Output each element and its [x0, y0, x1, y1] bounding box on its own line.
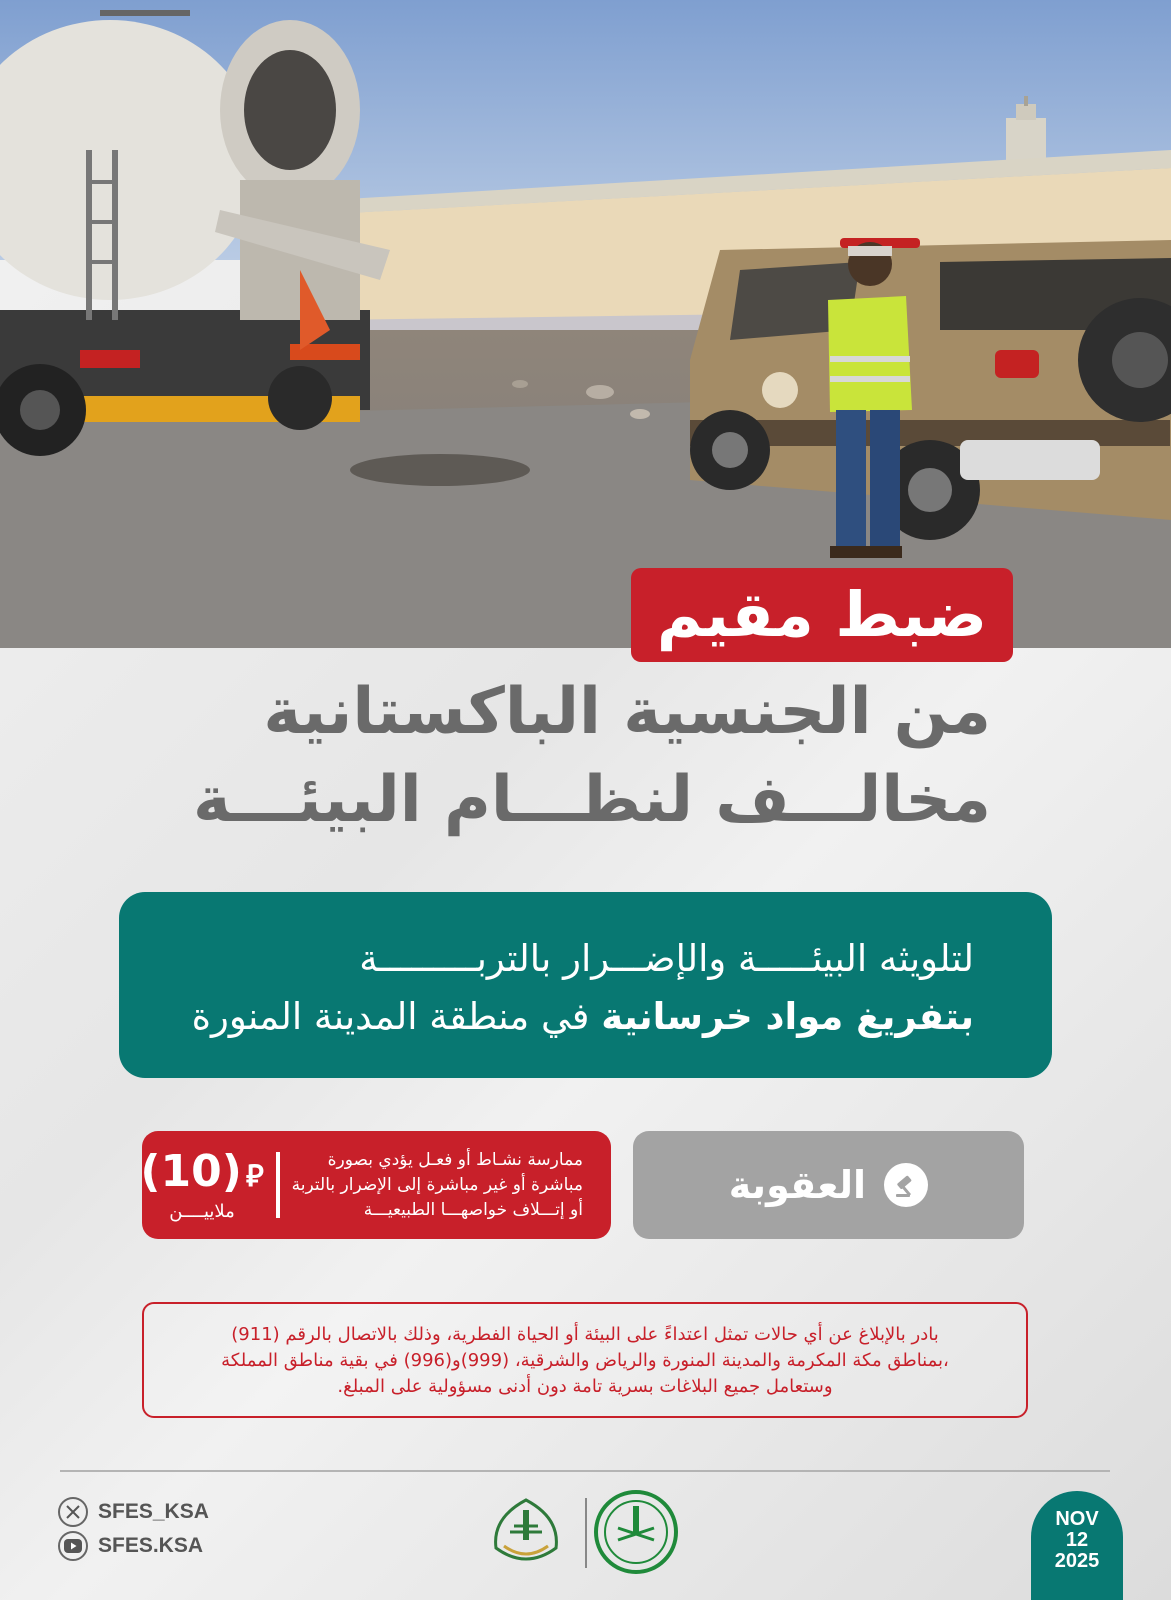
notice-line-1: بادر بالإبلاغ عن أي حالات تمثل اعتداءً على البيئة أو الحياة الفطرية، وذلك بالاتصال بالرقم (911) — [231, 1324, 939, 1345]
date-month: NOV — [1055, 1508, 1099, 1530]
youtube-icon — [58, 1531, 88, 1561]
penalty-label — [633, 1131, 1024, 1239]
notice-line-2: ،بمناطق مكة المكرمة والمدينة المنورة والرياض والشرقية، (999)و(996) في بقية مناطق المملكة — [221, 1350, 949, 1371]
report-notice — [142, 1302, 1028, 1418]
violation-line-1: لتلويثه البيئـــــة والإضـــرار بالتربـــــــــة — [359, 937, 974, 980]
headline-badge: ضبط مقيم — [631, 568, 1013, 662]
penalty-amount-value: (10) — [140, 1145, 242, 1197]
violation-box — [119, 892, 1052, 1078]
penalty-separator — [276, 1152, 280, 1218]
violation-line-2-bold: بتفريغ مواد خرسانية — [601, 995, 974, 1038]
date-year: 2025 — [1054, 1550, 1100, 1572]
penalty-amount — [140, 1145, 264, 1223]
headline-line-2: مخالـــف لنظـــام البيئـــة — [192, 763, 991, 837]
social-link-x[interactable] — [58, 1497, 209, 1527]
headline-line-1: من الجنسية الباكستانية — [263, 675, 991, 749]
penalty-desc-line-3: أو إتـــلاف خواصهـــا الطبيعيـــة — [363, 1199, 583, 1220]
social-link-youtube[interactable] — [58, 1531, 203, 1561]
photo-scene — [0, 0, 1171, 648]
x-icon — [58, 1497, 88, 1527]
ministry-logo-icon — [596, 1492, 676, 1572]
penalty-label-text: العقوبة — [728, 1163, 866, 1207]
penalty-amount-unit: ملاييــــن — [169, 1200, 235, 1222]
riyal-symbol-icon: ⃁ — [245, 1158, 264, 1194]
violation-line-2 — [189, 988, 974, 1046]
gavel-icon — [884, 1163, 928, 1207]
penalty-box — [142, 1131, 611, 1239]
logos — [486, 1488, 686, 1578]
notice-line-3: وستعامل جميع البلاغات بسرية تامة دون أدنى مسؤولية على المبلغ. — [337, 1376, 833, 1397]
violation-line-2-rest: في منطقة المدينة المنورة — [191, 995, 590, 1038]
footer-divider — [60, 1470, 1110, 1472]
date-day: 12 — [1065, 1529, 1089, 1551]
penalty-description — [292, 1148, 583, 1223]
special-forces-logo-icon — [496, 1500, 557, 1559]
social-handle-x: SFES_KSA — [98, 1500, 209, 1523]
date-tab — [1031, 1491, 1123, 1600]
penalty-desc-line-1: ممارسة نشـاط أو فعـل يؤدي بصورة — [327, 1149, 583, 1170]
scene-illustration — [0, 0, 1171, 648]
penalty-desc-line-2: مباشرة أو غير مباشرة إلى الإضرار بالتربة — [291, 1174, 583, 1195]
social-handle-youtube: SFES.KSA — [98, 1534, 204, 1557]
